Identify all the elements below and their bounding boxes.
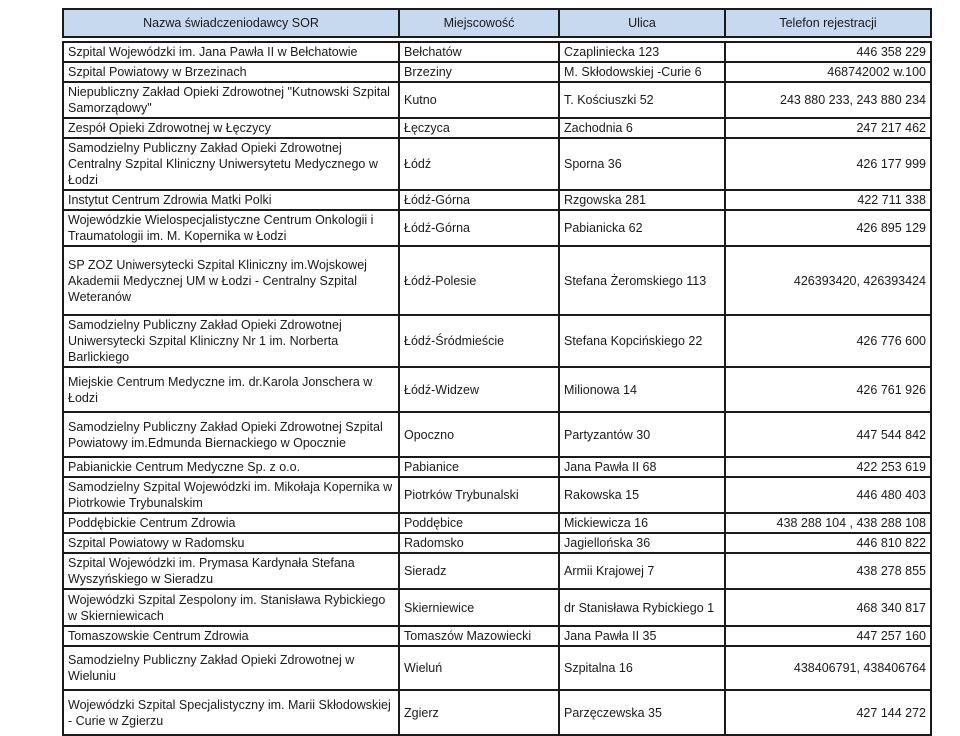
- cell-street: Rzgowska 281: [559, 190, 725, 210]
- cell-street: M. Skłodowskiej -Curie 6: [559, 62, 725, 82]
- table-row: [63, 513, 931, 533]
- cell-town: Skierniewice: [399, 589, 559, 626]
- cell-phone: 468742002 w.100: [725, 62, 931, 82]
- cell-town: Pabianice: [399, 457, 559, 477]
- table-row: [63, 138, 931, 190]
- cell-name: Niepubliczny Zakład Opieki Zdrowotnej "Kutnowski Szpital Samorządowy": [63, 82, 399, 118]
- column-header-phone: Telefon rejestracji: [725, 9, 931, 37]
- cell-town: Poddębice: [399, 513, 559, 533]
- cell-phone: 438 288 104 , 438 288 108: [725, 513, 931, 533]
- table-row: [63, 553, 931, 589]
- cell-street: Mickiewicza 16: [559, 513, 725, 533]
- table-row: [63, 690, 931, 735]
- cell-phone: 468 340 817: [725, 589, 931, 626]
- cell-street: Jagiellońska 36: [559, 533, 725, 553]
- cell-phone: 243 880 233, 243 880 234: [725, 82, 931, 118]
- table-row: [63, 589, 931, 626]
- cell-phone: 438 278 855: [725, 553, 931, 589]
- cell-name: Szpital Powiatowy w Radomsku: [63, 533, 399, 553]
- sor-hospital-directory: [62, 8, 930, 736]
- cell-street: T. Kościuszki 52: [559, 82, 725, 118]
- table-row: [63, 62, 931, 82]
- cell-town: Łódź-Śródmieście: [399, 315, 559, 367]
- cell-phone: 426 776 600: [725, 315, 931, 367]
- table-header: [62, 8, 932, 38]
- table-body: [62, 41, 932, 736]
- cell-phone: 422 711 338: [725, 190, 931, 210]
- cell-name: Miejskie Centrum Medyczne im. dr.Karola Jonschera w Łodzi: [63, 367, 399, 412]
- cell-name: Samodzielny Szpital Wojewódzki im. Mikołaja Kopernika w Piotrkowie Trybunalskim: [63, 477, 399, 513]
- table-row: [63, 315, 931, 367]
- cell-town: Sieradz: [399, 553, 559, 589]
- cell-phone: 422 253 619: [725, 457, 931, 477]
- cell-town: Łódź-Górna: [399, 190, 559, 210]
- cell-phone: 446 480 403: [725, 477, 931, 513]
- cell-street: Szpitalna 16: [559, 646, 725, 690]
- cell-street: Sporna 36: [559, 138, 725, 190]
- cell-name: SP ZOZ Uniwersytecki Szpital Kliniczny im.Wojskowej Akademii Medycznej UM w Łodzi - Centralny Szpital Weteranów: [63, 246, 399, 315]
- cell-town: Brzeziny: [399, 62, 559, 82]
- table-row: [63, 42, 931, 62]
- table-row: [63, 246, 931, 315]
- cell-name: Samodzielny Publiczny Zakład Opieki Zdrowotnej w Wieluniu: [63, 646, 399, 690]
- cell-phone: 446 810 822: [725, 533, 931, 553]
- table-row: [63, 626, 931, 646]
- table-row: [63, 412, 931, 457]
- cell-town: Łódź-Polesie: [399, 246, 559, 315]
- cell-street: Jana Pawła II 68: [559, 457, 725, 477]
- cell-town: Opoczno: [399, 412, 559, 457]
- cell-name: Instytut Centrum Zdrowia Matki Polki: [63, 190, 399, 210]
- table-row: [63, 646, 931, 690]
- table-row: [63, 118, 931, 138]
- column-header-street: Ulica: [559, 9, 725, 37]
- column-header-town: Miejscowość: [399, 9, 559, 37]
- cell-street: Pabianicka 62: [559, 210, 725, 246]
- cell-town: Radomsko: [399, 533, 559, 553]
- cell-name: Wojewódzkie Wielospecjalistyczne Centrum Onkologii i Traumatologii im. M. Kopernika w Łodzi: [63, 210, 399, 246]
- cell-name: Samodzielny Publiczny Zakład Opieki Zdrowotnej Centralny Szpital Kliniczny Uniwersytetu Medycznego w Łodzi: [63, 138, 399, 190]
- cell-street: Milionowa 14: [559, 367, 725, 412]
- cell-name: Poddębickie Centrum Zdrowia: [63, 513, 399, 533]
- cell-town: Piotrków Trybunalski: [399, 477, 559, 513]
- cell-town: Łódź-Górna: [399, 210, 559, 246]
- cell-street: dr Stanisława Rybickiego 1: [559, 589, 725, 626]
- cell-street: Czapliniecka 123: [559, 42, 725, 62]
- cell-street: Jana Pawła II 35: [559, 626, 725, 646]
- table-row: [63, 533, 931, 553]
- cell-town: Wieluń: [399, 646, 559, 690]
- cell-name: Szpital Powiatowy w Brzezinach: [63, 62, 399, 82]
- cell-town: Kutno: [399, 82, 559, 118]
- cell-phone: 438406791, 438406764: [725, 646, 931, 690]
- cell-name: Szpital Wojewódzki im. Jana Pawła II w Bełchatowie: [63, 42, 399, 62]
- table-row: [63, 457, 931, 477]
- cell-town: Zgierz: [399, 690, 559, 735]
- table-row: [63, 477, 931, 513]
- cell-phone: 426 895 129: [725, 210, 931, 246]
- cell-town: Łódź: [399, 138, 559, 190]
- table-row: [63, 82, 931, 118]
- cell-name: Samodzielny Publiczny Zakład Opieki Zdrowotnej Uniwersytecki Szpital Kliniczny Nr 1 im. Norberta Barlickiego: [63, 315, 399, 367]
- cell-town: Łódź-Widzew: [399, 367, 559, 412]
- cell-town: Łęczyca: [399, 118, 559, 138]
- cell-name: Wojewódzki Szpital Zespolony im. Stanisława Rybickiego w Skierniewicach: [63, 589, 399, 626]
- cell-phone: 447 544 842: [725, 412, 931, 457]
- column-header-provider-name: Nazwa świadczeniodawcy SOR: [63, 9, 399, 37]
- header-row: [63, 9, 931, 37]
- cell-street: Stefana Kopcińskiego 22: [559, 315, 725, 367]
- cell-name: Wojewódzki Szpital Specjalistyczny im. Marii Skłodowskiej - Curie w Zgierzu: [63, 690, 399, 735]
- cell-street: Armii Krajowej 7: [559, 553, 725, 589]
- cell-street: Stefana Żeromskiego 113: [559, 246, 725, 315]
- table-row: [63, 367, 931, 412]
- cell-name: Tomaszowskie Centrum Zdrowia: [63, 626, 399, 646]
- cell-phone: 426 177 999: [725, 138, 931, 190]
- cell-street: Parzęczewska 35: [559, 690, 725, 735]
- cell-name: Zespół Opieki Zdrowotnej w Łęczycy: [63, 118, 399, 138]
- cell-phone: 247 217 462: [725, 118, 931, 138]
- cell-street: Zachodnia 6: [559, 118, 725, 138]
- table-row: [63, 210, 931, 246]
- cell-town: Bełchatów: [399, 42, 559, 62]
- cell-street: Rakowska 15: [559, 477, 725, 513]
- cell-town: Tomaszów Mazowiecki: [399, 626, 559, 646]
- cell-name: Szpital Wojewódzki im. Prymasa Kardynała Stefana Wyszyńskiego w Sieradzu: [63, 553, 399, 589]
- cell-phone: 426393420, 426393424: [725, 246, 931, 315]
- cell-phone: 447 257 160: [725, 626, 931, 646]
- cell-phone: 427 144 272: [725, 690, 931, 735]
- cell-phone: 426 761 926: [725, 367, 931, 412]
- cell-street: Partyzantów 30: [559, 412, 725, 457]
- cell-phone: 446 358 229: [725, 42, 931, 62]
- table-row: [63, 190, 931, 210]
- cell-name: Pabianickie Centrum Medyczne Sp. z o.o.: [63, 457, 399, 477]
- cell-name: Samodzielny Publiczny Zakład Opieki Zdrowotnej Szpital Powiatowy im.Edmunda Biernackiego w Opocznie: [63, 412, 399, 457]
